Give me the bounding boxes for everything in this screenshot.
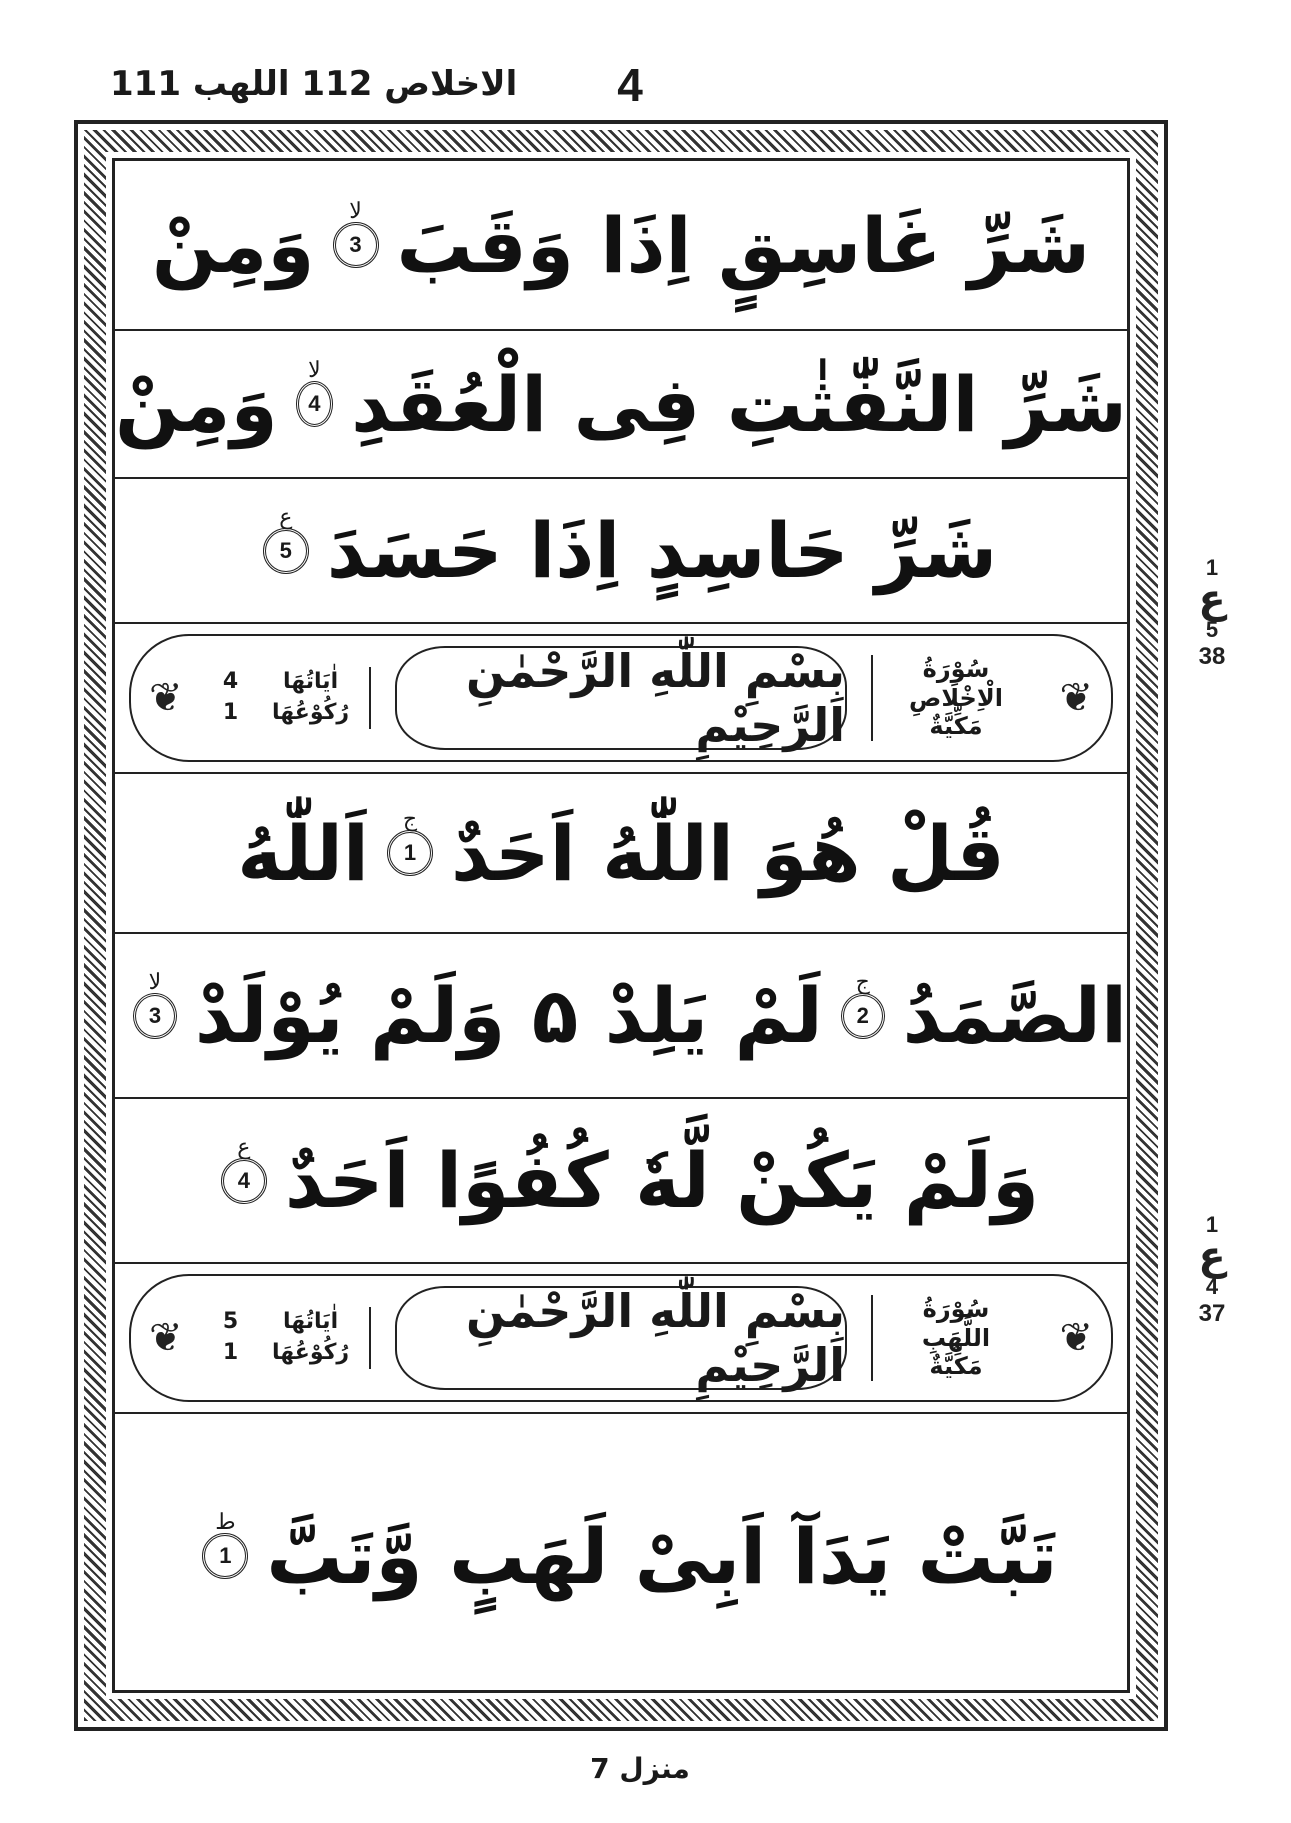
verse-continuation: لَمْ يَلِدْ ۵ وَلَمْ يُوْلَدْ — [194, 971, 823, 1060]
verse-text: شَرِّ غَاسِقٍ اِذَا وَقَبَ — [396, 200, 1091, 290]
surah-type: مَكِّيَّةٌ — [929, 712, 983, 741]
ayah-number-marker — [133, 968, 177, 1039]
ruku-label: رُكُوْعُهَا — [272, 700, 350, 725]
verse-continuation: وَمِنْ — [151, 200, 315, 290]
pause-mark: ج — [855, 968, 870, 994]
ayah-number-marker — [841, 968, 885, 1039]
ruku-marker — [1186, 555, 1238, 671]
arabesque-ornament-icon: ❦ — [149, 1315, 183, 1361]
ayah-number: 1 — [219, 1543, 232, 1568]
ruku-marker-middle: 4 — [1205, 1274, 1219, 1299]
ayah-number-marker — [263, 503, 309, 574]
ayah-number: 4 — [308, 391, 321, 416]
verse-row-2 — [115, 331, 1127, 479]
ruku-ain-symbol: ع — [1198, 576, 1226, 622]
surah-counts-box — [211, 1307, 371, 1369]
ruku-count: 1 — [222, 700, 239, 725]
ayat-label: اٰيَاتُهَا — [283, 1309, 339, 1335]
arabesque-ornament-icon: ❦ — [149, 675, 183, 721]
ruku-marker-bottom: 38 — [1198, 643, 1226, 670]
text-panel — [112, 158, 1130, 1693]
verse-row-4 — [115, 774, 1127, 934]
ayah-number-marker — [221, 1133, 267, 1204]
ayah-number-marker — [333, 198, 379, 268]
ruku-count: 1 — [222, 1340, 239, 1365]
ayah-number: 1 — [403, 840, 417, 865]
page-frame — [74, 120, 1168, 1731]
verse-text: الصَّمَدُ — [902, 971, 1127, 1060]
surah-label: سُوْرَةُ — [922, 1294, 990, 1323]
ruku-ain-symbol: ع — [1198, 1233, 1226, 1279]
bismillah: بِسْمِ اللّٰهِ الرَّحْمٰنِ الرَّحِيْمِ — [395, 1286, 847, 1390]
verse-text: وَلَمْ يَكُنْ لَّهٗ كُفُوًا اَحَدٌ — [284, 1136, 1040, 1225]
manzil-footer: منزل 7 — [590, 1752, 690, 1785]
verse-text: شَرِّ النَّفّٰثٰتِ فِی الْعُقَدِ — [351, 359, 1127, 449]
page-number: 4 — [617, 59, 643, 111]
ruku-marker-middle: 5 — [1205, 617, 1219, 642]
surah-name-box — [871, 1295, 1031, 1381]
verse-text: قُلْ هُوَ اللّٰهُ اَحَدٌ — [450, 808, 1005, 898]
verse-continuation: وَمِنْ — [115, 359, 278, 449]
verse-row-6 — [115, 1099, 1127, 1264]
verse-row-3 — [115, 479, 1127, 624]
surah-header-cartouche — [129, 1274, 1113, 1402]
verse-row-5 — [115, 934, 1127, 1099]
surah-name-box — [871, 655, 1031, 741]
surah-name: الْاِخْلَاصِ — [909, 683, 1003, 712]
ruku-marker-top: 1 — [1205, 1212, 1219, 1237]
pause-mark: ع — [237, 1133, 251, 1159]
pause-mark: لا — [148, 968, 162, 994]
surah-label: سُوْرَةُ — [922, 654, 990, 683]
ruku-label: رُكُوْعُهَا — [272, 1340, 350, 1365]
surah-counts-box — [211, 667, 371, 729]
arabesque-ornament-icon: ❦ — [1059, 675, 1093, 721]
surah-type: مَكِّيَّةٌ — [929, 1352, 983, 1381]
ayah-number-marker — [387, 806, 433, 876]
surah-header-cartouche — [129, 634, 1113, 762]
verse-text: تَبَّتْ يَدَآ اَبِیْ لَهَبٍ وَّتَبَّ — [266, 1511, 1058, 1601]
ayah-number-marker — [202, 1509, 248, 1579]
surah-name: اللَّهَبِ — [921, 1323, 991, 1352]
ruku-marker-bottom: 37 — [1198, 1300, 1226, 1327]
pause-mark: ج — [402, 806, 418, 831]
pause-mark: ط — [215, 1509, 236, 1534]
surah-banner-lahab — [115, 1264, 1127, 1414]
pause-mark: لا — [308, 357, 321, 382]
arabesque-ornament-icon: ❦ — [1059, 1315, 1093, 1361]
ayah-number: 4 — [237, 1167, 250, 1193]
ayah-number: 2 — [856, 1002, 869, 1028]
pause-mark: لا — [349, 198, 362, 223]
verse-row-7 — [115, 1414, 1127, 1698]
ayat-count: 4 — [222, 669, 239, 695]
surah-banner-ikhlas — [115, 624, 1127, 774]
ayah-number-marker — [296, 357, 333, 427]
pause-mark: ع — [279, 503, 293, 529]
ayah-number: 5 — [279, 537, 292, 563]
ayah-number: 3 — [349, 232, 362, 257]
ayah-number: 3 — [148, 1002, 162, 1028]
verse-row-1 — [115, 161, 1127, 331]
ayat-label: اٰيَاتُهَا — [283, 669, 339, 695]
header-surah-references: الاخلاص 112 اللهب 111 — [110, 64, 518, 104]
ruku-marker-top: 1 — [1205, 555, 1219, 580]
ruku-marker — [1186, 1212, 1238, 1328]
verse-continuation: اَللّٰهُ — [237, 808, 369, 898]
ayat-count: 5 — [222, 1309, 239, 1335]
bismillah: بِسْمِ اللّٰهِ الرَّحْمٰنِ الرَّحِيْمِ — [395, 646, 847, 750]
verse-text: شَرِّ حَاسِدٍ اِذَا حَسَدَ — [326, 506, 998, 595]
